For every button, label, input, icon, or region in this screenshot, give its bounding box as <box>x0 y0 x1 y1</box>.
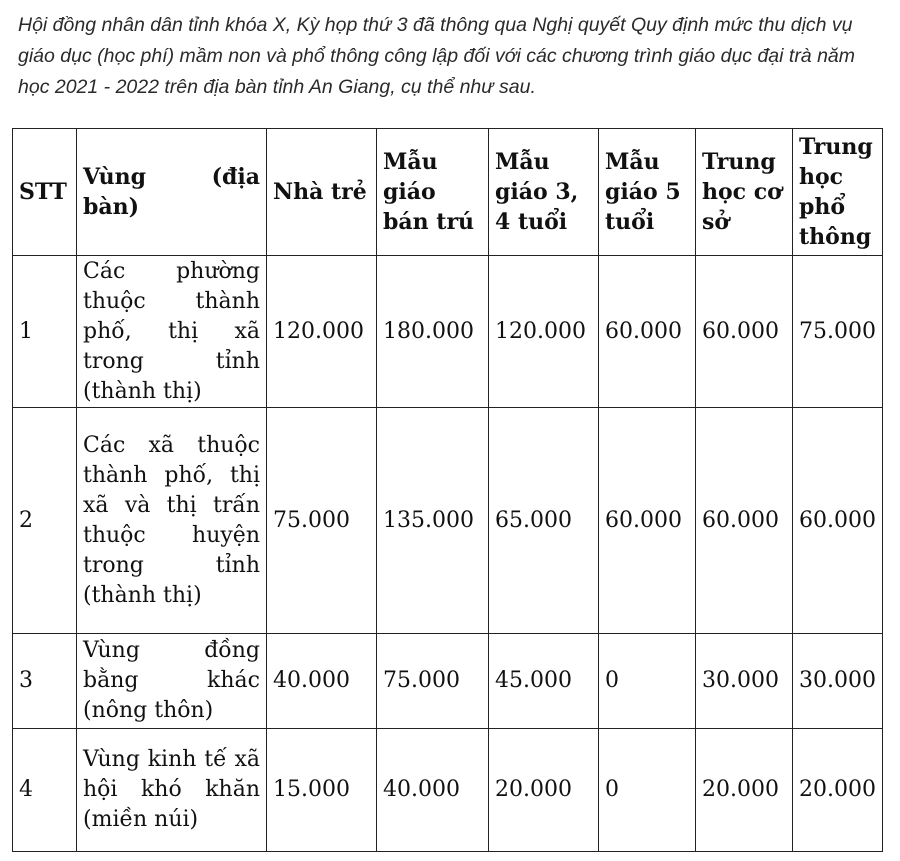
header-high-school: Trung học phổ thông <box>793 129 883 256</box>
cell-nursery: 40.000 <box>267 634 377 729</box>
cell-kg-5: 60.000 <box>599 256 696 408</box>
header-region <box>77 129 267 256</box>
cell-stt: 1 <box>13 256 77 408</box>
header-nursery: Nhà trẻ <box>267 129 377 256</box>
cell-kg-3-4: 45.000 <box>489 634 599 729</box>
header-kg-boarding: Mẫu giáo bán trú <box>377 129 489 256</box>
header-region-part-b: (địa <box>211 164 260 190</box>
header-region-part-c: bàn) <box>83 194 140 220</box>
cell-stt: 4 <box>13 729 77 852</box>
cell-stt: 2 <box>13 408 77 634</box>
cell-kg-boarding: 75.000 <box>377 634 489 729</box>
header-kg-5: Mẫu giáo 5 tuổi <box>599 129 696 256</box>
cell-kg-3-4: 120.000 <box>489 256 599 408</box>
intro-paragraph: Hội đồng nhân dân tỉnh khóa X, Kỳ họp thứ 3 đã thông qua Nghị quyết Quy định mức thu dịch vụ giáo dục (học phí) mầm non và phổ thông công lập đối với các chương trình giáo dục đại trà năm học 2021 - 2022 trên địa bàn tỉnh An Giang, cụ thể như sau. <box>18 14 856 98</box>
cell-high-school: 75.000 <box>793 256 883 408</box>
tuition-fee-table <box>12 128 883 852</box>
header-stt: STT <box>13 129 77 256</box>
cell-region: Các xã thuộc thành phố, thị xã và thị trấn thuộc huyện trong tỉnh (thành thị) <box>77 408 267 634</box>
cell-nursery: 120.000 <box>267 256 377 408</box>
cell-kg-boarding: 135.000 <box>377 408 489 634</box>
cell-kg-5: 60.000 <box>599 408 696 634</box>
header-region-part-a: Vùng <box>83 164 147 190</box>
header-kg-3-4: Mẫu giáo 3, 4 tuổi <box>489 129 599 256</box>
table-header-row <box>13 129 883 256</box>
cell-secondary: 60.000 <box>696 408 793 634</box>
cell-secondary: 60.000 <box>696 256 793 408</box>
table-row <box>13 256 883 408</box>
cell-high-school: 60.000 <box>793 408 883 634</box>
cell-high-school: 30.000 <box>793 634 883 729</box>
cell-region: Vùng đồng bằng khác (nông thôn) <box>77 634 267 729</box>
cell-kg-3-4: 65.000 <box>489 408 599 634</box>
cell-nursery: 75.000 <box>267 408 377 634</box>
table-row <box>13 634 883 729</box>
cell-kg-5: 0 <box>599 729 696 852</box>
table-row <box>13 729 883 852</box>
cell-stt: 3 <box>13 634 77 729</box>
cell-secondary: 20.000 <box>696 729 793 852</box>
cell-region: Vùng kinh tế xã hội khó khăn (miền núi) <box>77 729 267 852</box>
table-row <box>13 408 883 634</box>
cell-high-school: 20.000 <box>793 729 883 852</box>
cell-kg-boarding: 40.000 <box>377 729 489 852</box>
cell-kg-3-4: 20.000 <box>489 729 599 852</box>
cell-region: Các phường thuộc thành phố, thị xã trong tỉnh (thành thị) <box>77 256 267 408</box>
cell-secondary: 30.000 <box>696 634 793 729</box>
header-secondary: Trung học cơ sở <box>696 129 793 256</box>
cell-kg-boarding: 180.000 <box>377 256 489 408</box>
cell-nursery: 15.000 <box>267 729 377 852</box>
cell-kg-5: 0 <box>599 634 696 729</box>
